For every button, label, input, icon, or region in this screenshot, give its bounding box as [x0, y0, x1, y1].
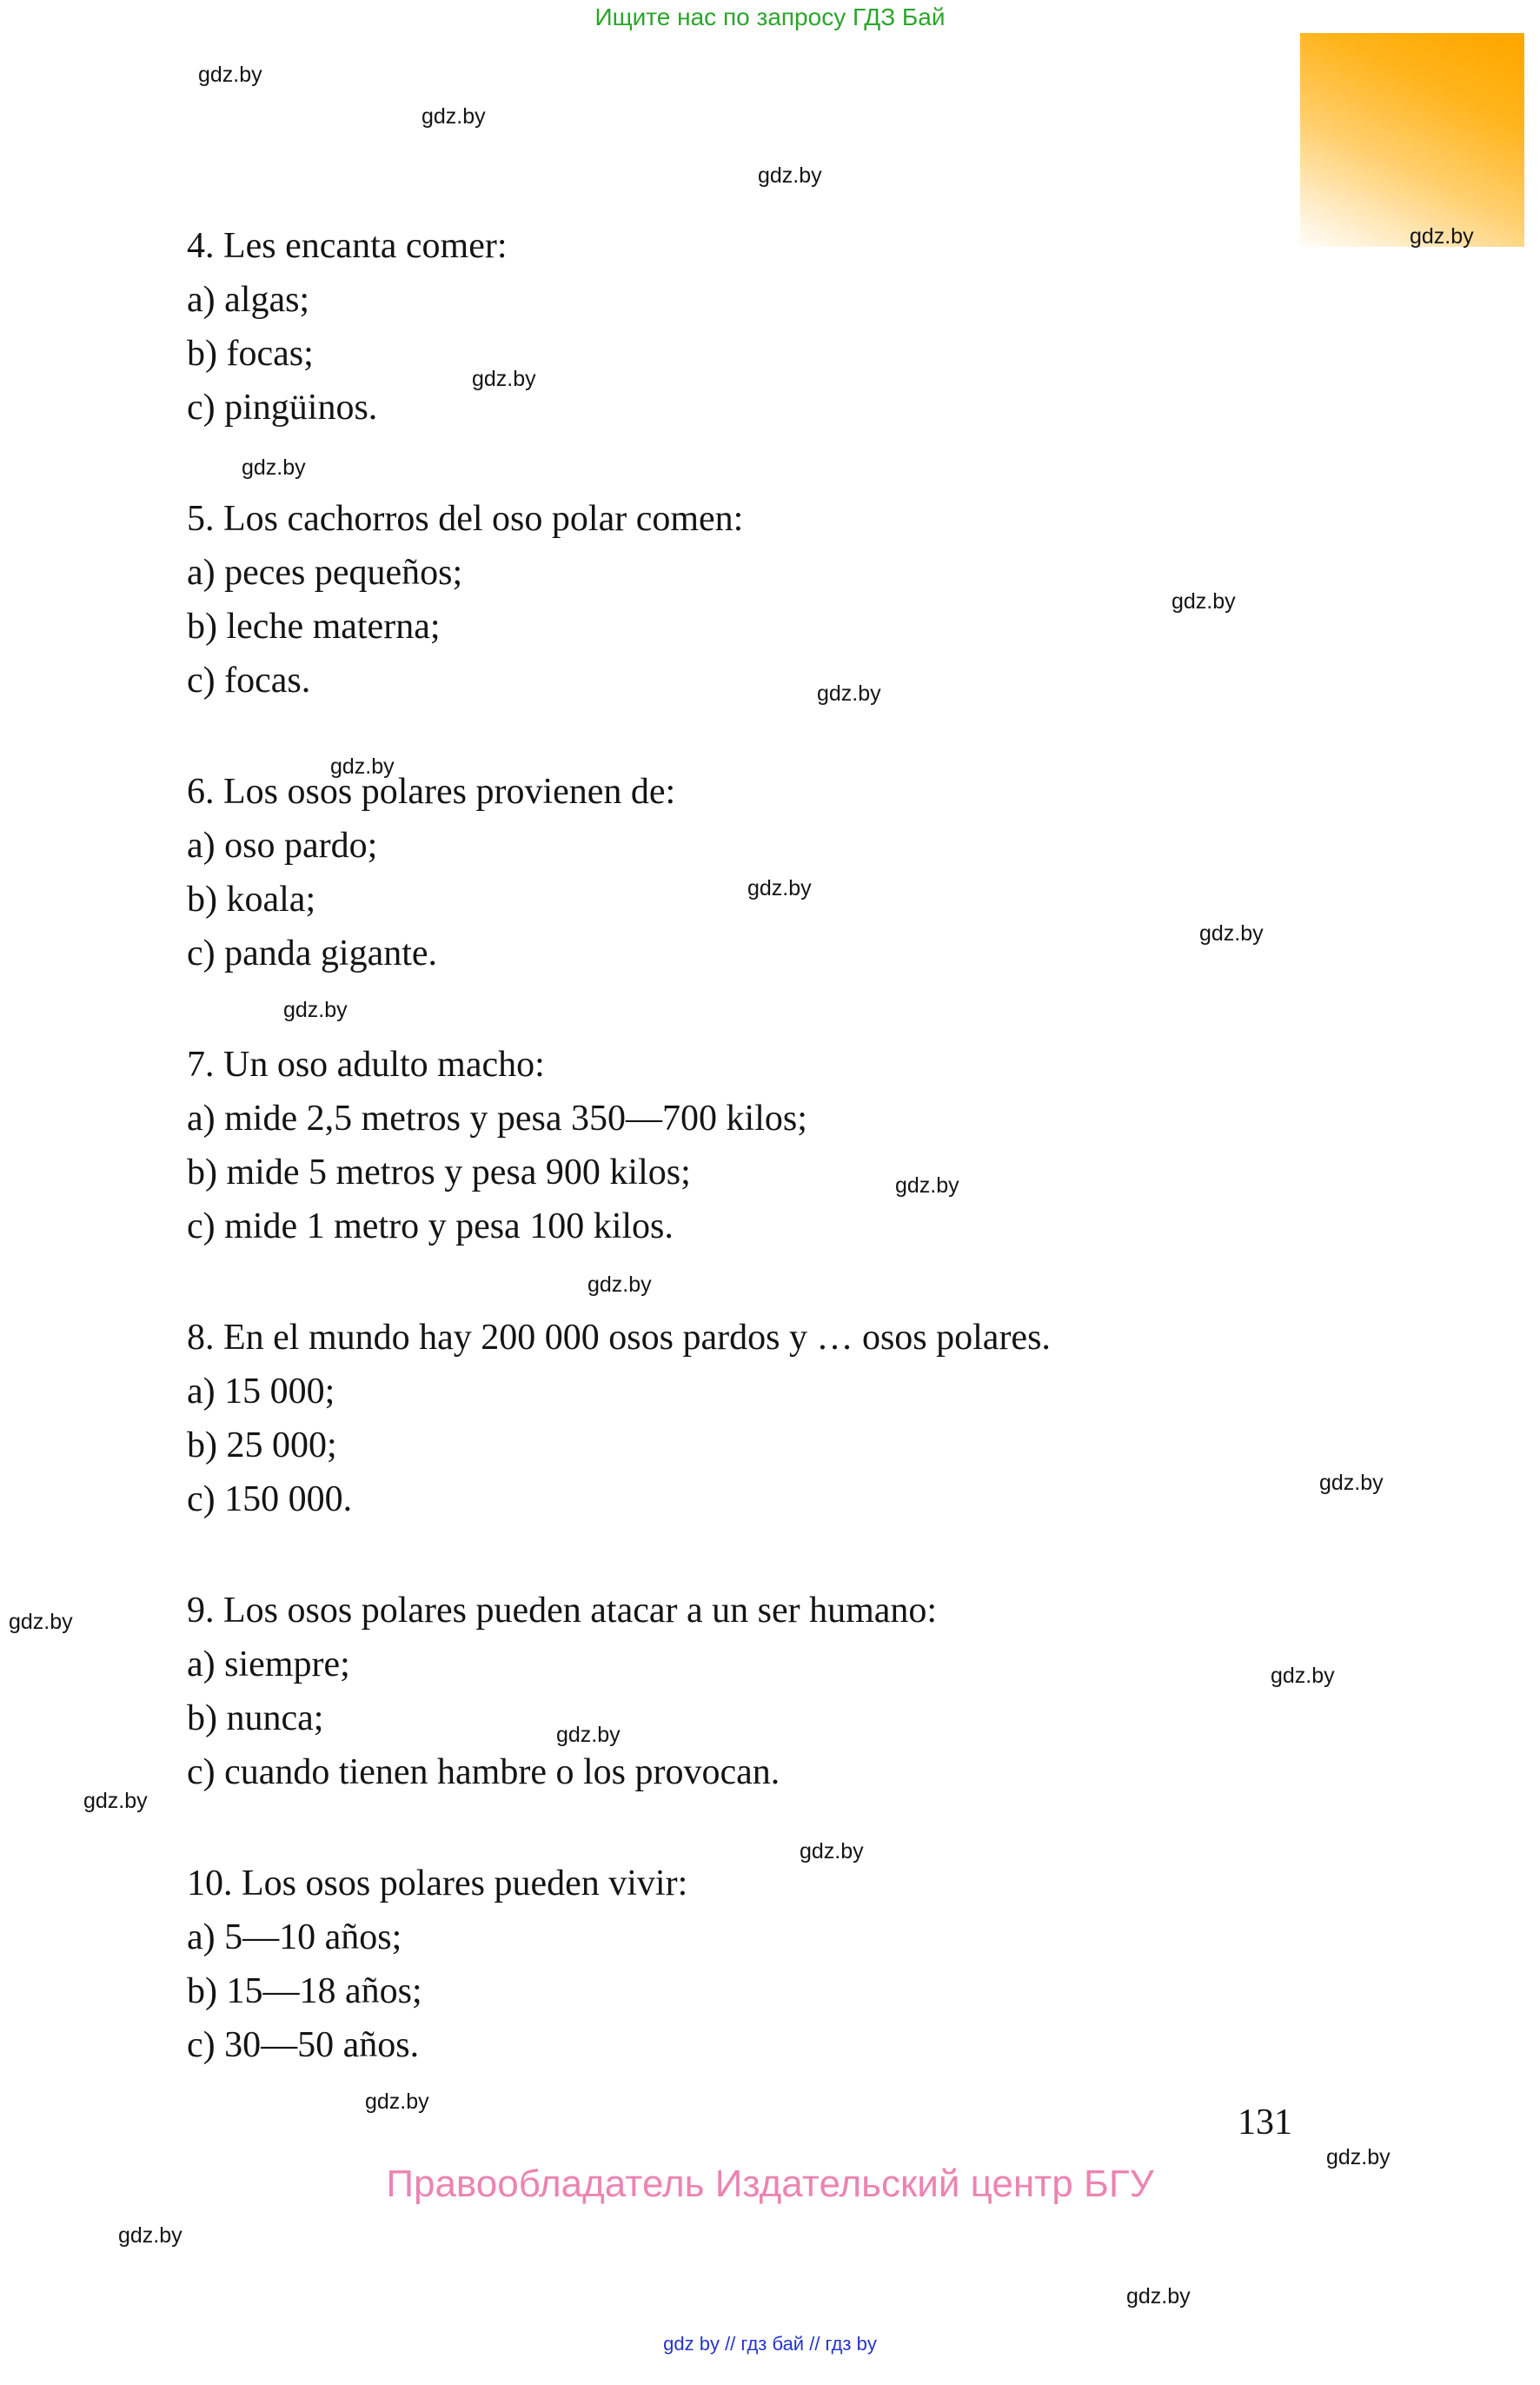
- page-number: 131: [1238, 2103, 1292, 2143]
- question-option-a: a) mide 2,5 metros y pesa 350—700 kilos;: [187, 1099, 807, 1139]
- watermark: gdz.by: [422, 104, 486, 129]
- question-title: 7. Un oso adulto macho:: [187, 1045, 545, 1085]
- watermark: gdz.by: [472, 367, 536, 391]
- question-option-c: c) 150 000.: [187, 1479, 353, 1519]
- question-option-b: b) koala;: [187, 880, 316, 920]
- question-option-b: b) focas;: [187, 334, 314, 374]
- question-option-b: b) nunca;: [187, 1698, 324, 1738]
- watermark: gdz.by: [758, 163, 822, 188]
- question-option-c: c) 30—50 años.: [187, 2025, 420, 2065]
- question-option-c: c) pingüinos.: [187, 388, 378, 428]
- question-title: 6. Los osos polares provienen de:: [187, 772, 676, 812]
- watermark: gdz.by: [1126, 2284, 1191, 2309]
- watermark: gdz.by: [118, 2223, 183, 2248]
- watermark: gdz.by: [747, 876, 812, 900]
- watermark: gdz.by: [242, 455, 306, 480]
- watermark: gdz.by: [895, 1173, 959, 1198]
- watermark: gdz.by: [800, 1839, 864, 1863]
- question-option-c: c) panda gigante.: [187, 933, 438, 973]
- question-title: 10. Los osos polares pueden vivir:: [187, 1863, 688, 1903]
- question-option-a: a) siempre;: [187, 1644, 350, 1684]
- watermark: gdz.by: [1410, 224, 1474, 249]
- question-option-a: a) oso pardo;: [187, 826, 378, 866]
- question-option-b: b) 25 000;: [187, 1425, 337, 1465]
- watermark: gdz.by: [587, 1272, 652, 1297]
- question-title: 9. Los osos polares pueden atacar a un ser humano:: [187, 1591, 938, 1631]
- watermark: gdz.by: [1326, 2145, 1391, 2169]
- watermark: gdz.by: [1319, 1471, 1384, 1495]
- top-search-notice: Ищите нас по запросу ГДЗ Бай: [594, 3, 946, 30]
- watermark: gdz.by: [365, 2089, 429, 2114]
- footer-links[interactable]: gdz by // гдз бай // гдз by: [663, 2333, 877, 2355]
- watermark: gdz.by: [198, 63, 262, 87]
- watermark: gdz.by: [817, 681, 881, 706]
- question-option-b: b) mide 5 metros y pesa 900 kilos;: [187, 1153, 691, 1192]
- question-title: 5. Los cachorros del oso polar comen:: [187, 499, 744, 539]
- question-option-a: a) algas;: [187, 280, 310, 320]
- watermark: gdz.by: [83, 1789, 148, 1813]
- watermark: gdz.by: [330, 754, 395, 779]
- question-title: 8. En el mundo hay 200 000 osos pardos y … osos polares.: [187, 1318, 1051, 1358]
- watermark: gdz.by: [556, 1723, 621, 1747]
- watermark: gdz.by: [283, 998, 348, 1022]
- question-option-a: a) 15 000;: [187, 1372, 335, 1412]
- publisher-line: Правообладатель Издательский центр БГУ: [386, 2162, 1154, 2205]
- question-title: 4. Les encanta comer:: [187, 226, 508, 266]
- question-option-c: c) cuando tienen hambre o los provocan.: [187, 1752, 780, 1792]
- watermark: gdz.by: [9, 1610, 73, 1634]
- question-option-a: a) 5—10 años;: [187, 1917, 402, 1957]
- question-option-b: b) leche materna;: [187, 607, 441, 647]
- watermark: gdz.by: [1199, 921, 1264, 946]
- question-option-c: c) focas.: [187, 661, 311, 701]
- question-option-a: a) peces pequeños;: [187, 553, 463, 593]
- question-option-b: b) 15—18 años;: [187, 1971, 422, 2011]
- watermark: gdz.by: [1271, 1664, 1335, 1688]
- watermark: gdz.by: [1172, 589, 1236, 614]
- question-option-c: c) mide 1 metro y pesa 100 kilos.: [187, 1206, 674, 1246]
